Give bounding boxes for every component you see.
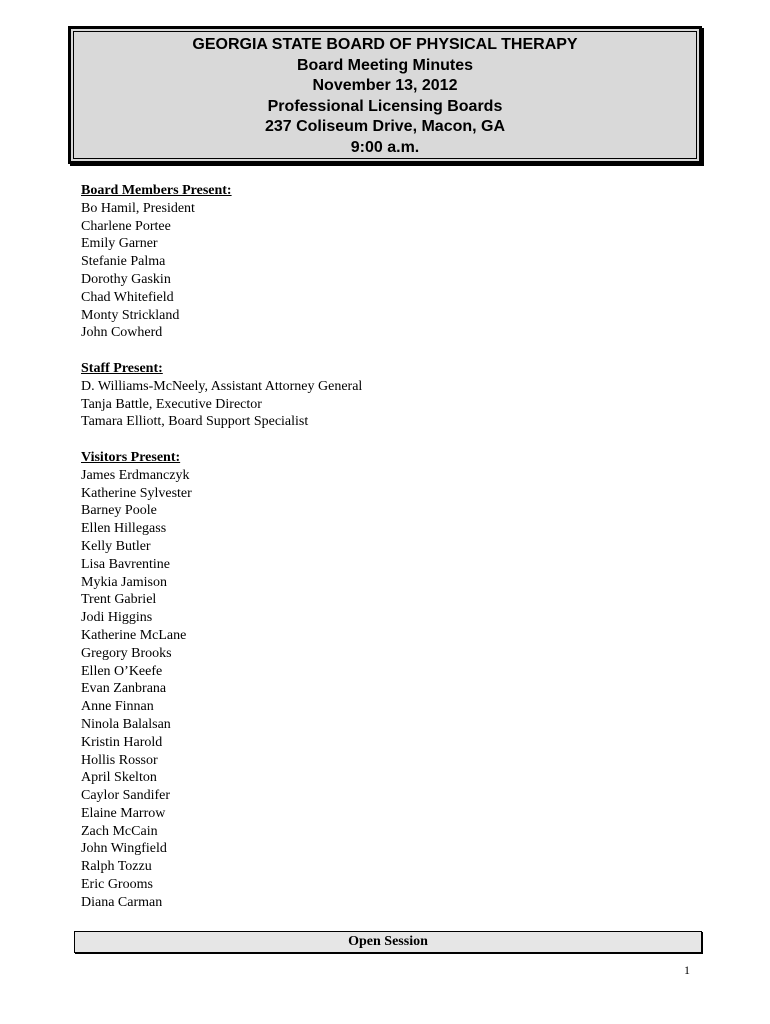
visitors-heading: Visitors Present: <box>81 449 181 465</box>
attendee-name: Hollis Rossor <box>81 752 158 768</box>
attendee-name: April Skelton <box>81 770 157 786</box>
attendee-name: D. Williams-McNeely, Assistant Attorney General <box>81 378 363 394</box>
attendee-name: Kristin Harold <box>81 734 163 750</box>
attendee-name: Elaine Marrow <box>81 805 166 821</box>
staff-section <box>81 360 701 431</box>
attendee-name: Trent Gabriel <box>81 592 157 608</box>
header-date: November 13, 2012 <box>312 77 458 95</box>
attendee-name: Caylor Sandifer <box>81 788 171 804</box>
page-number: 1 <box>684 963 690 977</box>
attendee-name: John Wingfield <box>81 841 167 857</box>
attendee-name: Kelly Butler <box>81 538 151 554</box>
attendee-name: James Erdmanczyk <box>81 467 190 483</box>
attendee-name: Tanja Battle, Executive Director <box>81 396 262 412</box>
board-members-list <box>81 200 701 342</box>
attendee-name: Monty Strickland <box>81 307 180 323</box>
attendee-name: Ninola Balalsan <box>81 716 171 732</box>
attendee-name: Tamara Elliott, Board Support Specialist <box>81 414 309 430</box>
attendee-name: Jodi Higgins <box>81 610 153 626</box>
attendee-name: Katherine Sylvester <box>81 485 192 501</box>
visitors-list <box>81 467 701 912</box>
visitors-section <box>81 449 701 912</box>
attendee-name: Ellen Hillegass <box>81 521 167 537</box>
attendee-name: Stefanie Palma <box>81 254 166 270</box>
attendee-name: Zach McCain <box>81 823 158 839</box>
attendance-content <box>81 182 701 929</box>
attendee-name: Evan Zanbrana <box>81 681 167 697</box>
attendee-name: Ralph Tozzu <box>81 859 152 875</box>
attendee-name: Mykia Jamison <box>81 574 167 590</box>
header-organization: Professional Licensing Boards <box>267 97 503 115</box>
attendee-name: Gregory Brooks <box>81 645 172 661</box>
attendee-name: Anne Finnan <box>81 699 154 715</box>
attendee-name: Diana Carman <box>81 894 163 910</box>
board-members-section <box>81 182 701 342</box>
header-board-name: GEORGIA STATE BOARD OF PHYSICAL THERAPY <box>192 36 578 53</box>
attendee-name: Chad Whitefield <box>81 289 174 305</box>
document-header-box <box>68 26 702 164</box>
header-document-type: Board Meeting Minutes <box>296 56 473 74</box>
attendee-name: Bo Hamil, President <box>81 200 195 216</box>
attendee-name: Lisa Bavrentine <box>81 556 171 572</box>
attendee-name: Eric Grooms <box>81 877 153 893</box>
attendee-name: Katherine McLane <box>81 627 187 643</box>
attendee-name: John Cowherd <box>81 325 163 341</box>
attendee-name: Ellen O’Keefe <box>81 663 163 679</box>
open-session-heading: Open Session <box>74 931 702 953</box>
header-address: 237 Coliseum Drive, Macon, GA <box>264 118 506 136</box>
attendee-name: Dorothy Gaskin <box>81 271 171 287</box>
attendee-name: Charlene Portee <box>81 218 171 234</box>
staff-heading: Staff Present: <box>81 360 163 376</box>
document-header <box>71 35 699 159</box>
attendee-name: Emily Garner <box>81 236 158 252</box>
header-time: 9:00 a.m. <box>350 138 420 156</box>
staff-list <box>81 378 701 431</box>
attendee-name: Barney Poole <box>81 503 157 519</box>
board-members-heading: Board Members Present: <box>81 183 232 198</box>
